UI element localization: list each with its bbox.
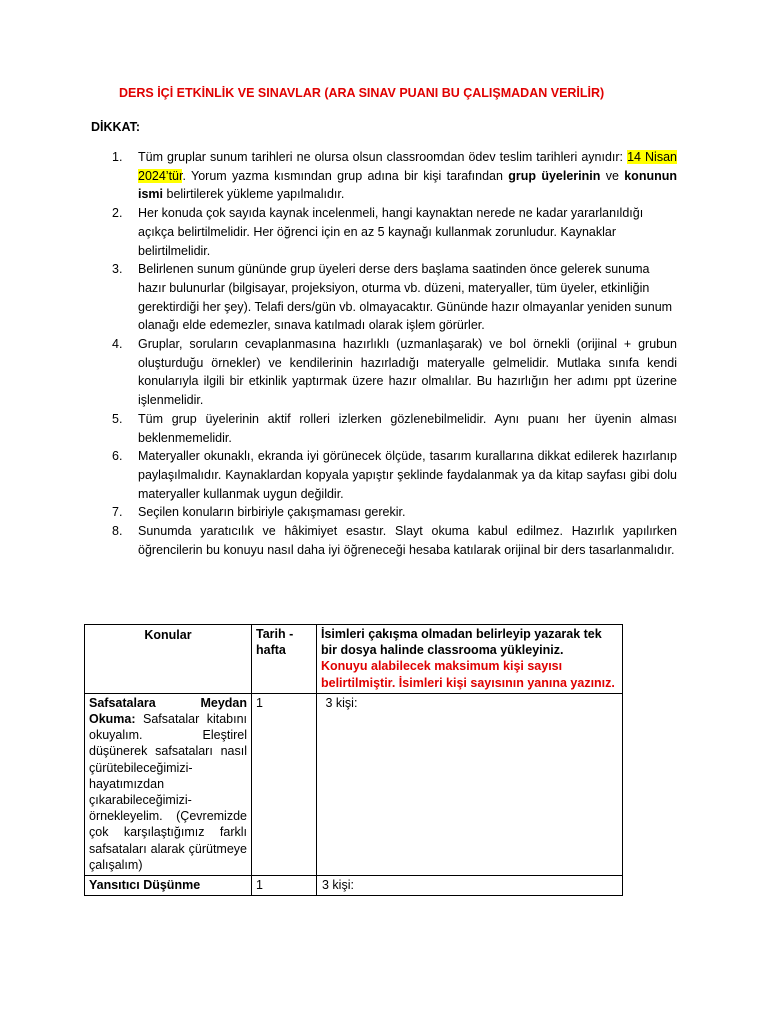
rule-text: Tüm gruplar sunum tarihleri ne olursa olsun classroomdan ödev teslim tarihleri aynıdır: — [138, 150, 628, 164]
rule-text: Belirlenen sunum gününde grup üyeleri derse ders başlama saatinden önce gelerek sunuma hazır bulunurlar (bilgisayar, projeksiyon, oturma vb. düzeni, materyaller, tüm üyeler, etkinliğin gerektirdiği her şey). Telafi ders/gün vb. olmayacaktır. Gününde hazır olmayanlar yeniden sunum olanağı elde edemezler, sınava katılmadı olarak işlem görürler. — [138, 262, 673, 333]
capacity-label: 3 kişi: — [325, 695, 358, 710]
week-cell: 1 — [252, 876, 317, 896]
rule-item — [104, 335, 677, 410]
page-title: DERS İÇİ ETKİNLİK VE SINAVLAR (ARA SINAV PUANI BU ÇALIŞMADAN VERİLİR) — [119, 86, 605, 100]
rule-text: ve — [600, 168, 625, 183]
rule-number: 7. — [112, 505, 123, 520]
rule-text: Sunumda yaratıcılık ve hâkimiyet esastır. Slayt okuma kabul edilmez. Hazırlık yapılırken öğrencilerin bu konuyu nasıl daha iyi öğreneceği hesaba katılarak orijinal bir ders tasarlanmalıdır. — [138, 524, 677, 557]
rule-text: Her konuda çok sayıda kaynak incelenmeli, hangi kaynaktan nerede ne kadar yararlanıldığı açıkça belirtilmelidir. Her öğrenci için en az 5 kaynağı kullanmak zorunludur. Kaynaklar belirtilmelidir. — [138, 206, 644, 258]
header-names — [317, 625, 623, 694]
topic-description: Safsatalar kitabını okuyalım. Eleştirel düşünerek safsataları nasıl çürütebileceğimizi- hayatımızdan çıkarabileceğimizi- örnekleyelim. (Çevremizde çok karşılaştığımız farklı safsataları alarak çürütmeye çalışalım) — [89, 712, 247, 872]
rule-item — [104, 148, 677, 204]
capacity-label: 3 kişi: — [322, 878, 354, 893]
rule-item — [104, 447, 677, 503]
topic-title: Safsatalara Meydan Okuma: — [89, 695, 247, 727]
rule-text: Materyaller okunaklı, ekranda iyi görünecek ölçüde, tasarım kurallarına dikkat edilerek hazırlanıp paylaşılmalıdır. Kaynaklardan kopyala yapıştır şeklinde faydalanmak ya da kitap sayfası gibi dolu materyaller kullanmak uygun değildir. — [138, 449, 677, 501]
topic-cell — [85, 693, 252, 875]
rule-item — [104, 503, 677, 522]
rule-text: Tüm grup üyelerinin aktif rolleri izlerken gözlenebilmelidir. Aynı puanı her üyenin alması beklenmemelidir. — [138, 411, 677, 445]
table-header-row — [85, 625, 623, 694]
rule-number: 4. — [112, 337, 123, 352]
capacity-cell[interactable] — [317, 693, 623, 875]
topic-title: Yansıtıcı Düşünme — [89, 878, 201, 893]
header-names-note: Konuyu alabilecek maksimum kişi sayısı belirtilmiştir. İsimleri kişi sayısının yanına yazınız. — [321, 659, 615, 690]
rule-number: 8. — [112, 524, 123, 539]
rule-text: Gruplar, soruların cevaplanmasına hazırlıklı (uzmanlaşarak) ve bol örnekli (orijinal + grubun oluşturduğu örnekler) ve kendilerinin hazırladığı materyalle gelmelidir. Mutlaka sınıfa kendi konularıyla ilgili bir etkinlik yaptırmak üzere hazır olmalılar. Bu hazırlığın her adımı ppt üzerine işlenmelidir. — [138, 337, 677, 408]
rules-list — [104, 148, 677, 559]
header-names-instruction: İsimleri çakışma olmadan belirleyip yazarak tek bir dosya halinde classrooma yükleyiniz. — [321, 627, 602, 658]
deadline-highlight: 14 Nisan 2024’tür — [138, 150, 677, 183]
topics-table — [84, 624, 623, 896]
rule-number: 6. — [112, 449, 123, 464]
rule-number: 5. — [112, 411, 123, 426]
rule-item — [104, 522, 677, 559]
rule-number: 3. — [112, 262, 123, 277]
rule-text: . Yorum yazma kısmından grup adına bir kişi tarafından — [182, 168, 509, 183]
rule-item — [104, 260, 677, 335]
rule-bold-text: konunun ismi — [138, 168, 677, 202]
table-row — [85, 693, 623, 875]
capacity-cell[interactable] — [317, 876, 623, 896]
rule-item — [104, 410, 677, 447]
attention-heading: DİKKAT: — [91, 120, 141, 134]
rule-bold-text: grup üyelerinin — [508, 168, 601, 183]
rule-item — [104, 204, 677, 260]
rule-text: Seçilen konuların birbiriyle çakışmaması gerekir. — [138, 505, 406, 520]
header-topics: Konular — [85, 625, 252, 694]
header-date: Tarih - hafta — [252, 625, 317, 694]
topic-cell — [85, 876, 252, 896]
table-row — [85, 876, 623, 896]
rule-number: 1. — [112, 150, 123, 164]
rule-number: 2. — [112, 206, 123, 221]
week-cell: 1 — [252, 693, 317, 875]
rule-text: belirtilerek yükleme yapılmalıdır. — [163, 187, 345, 202]
